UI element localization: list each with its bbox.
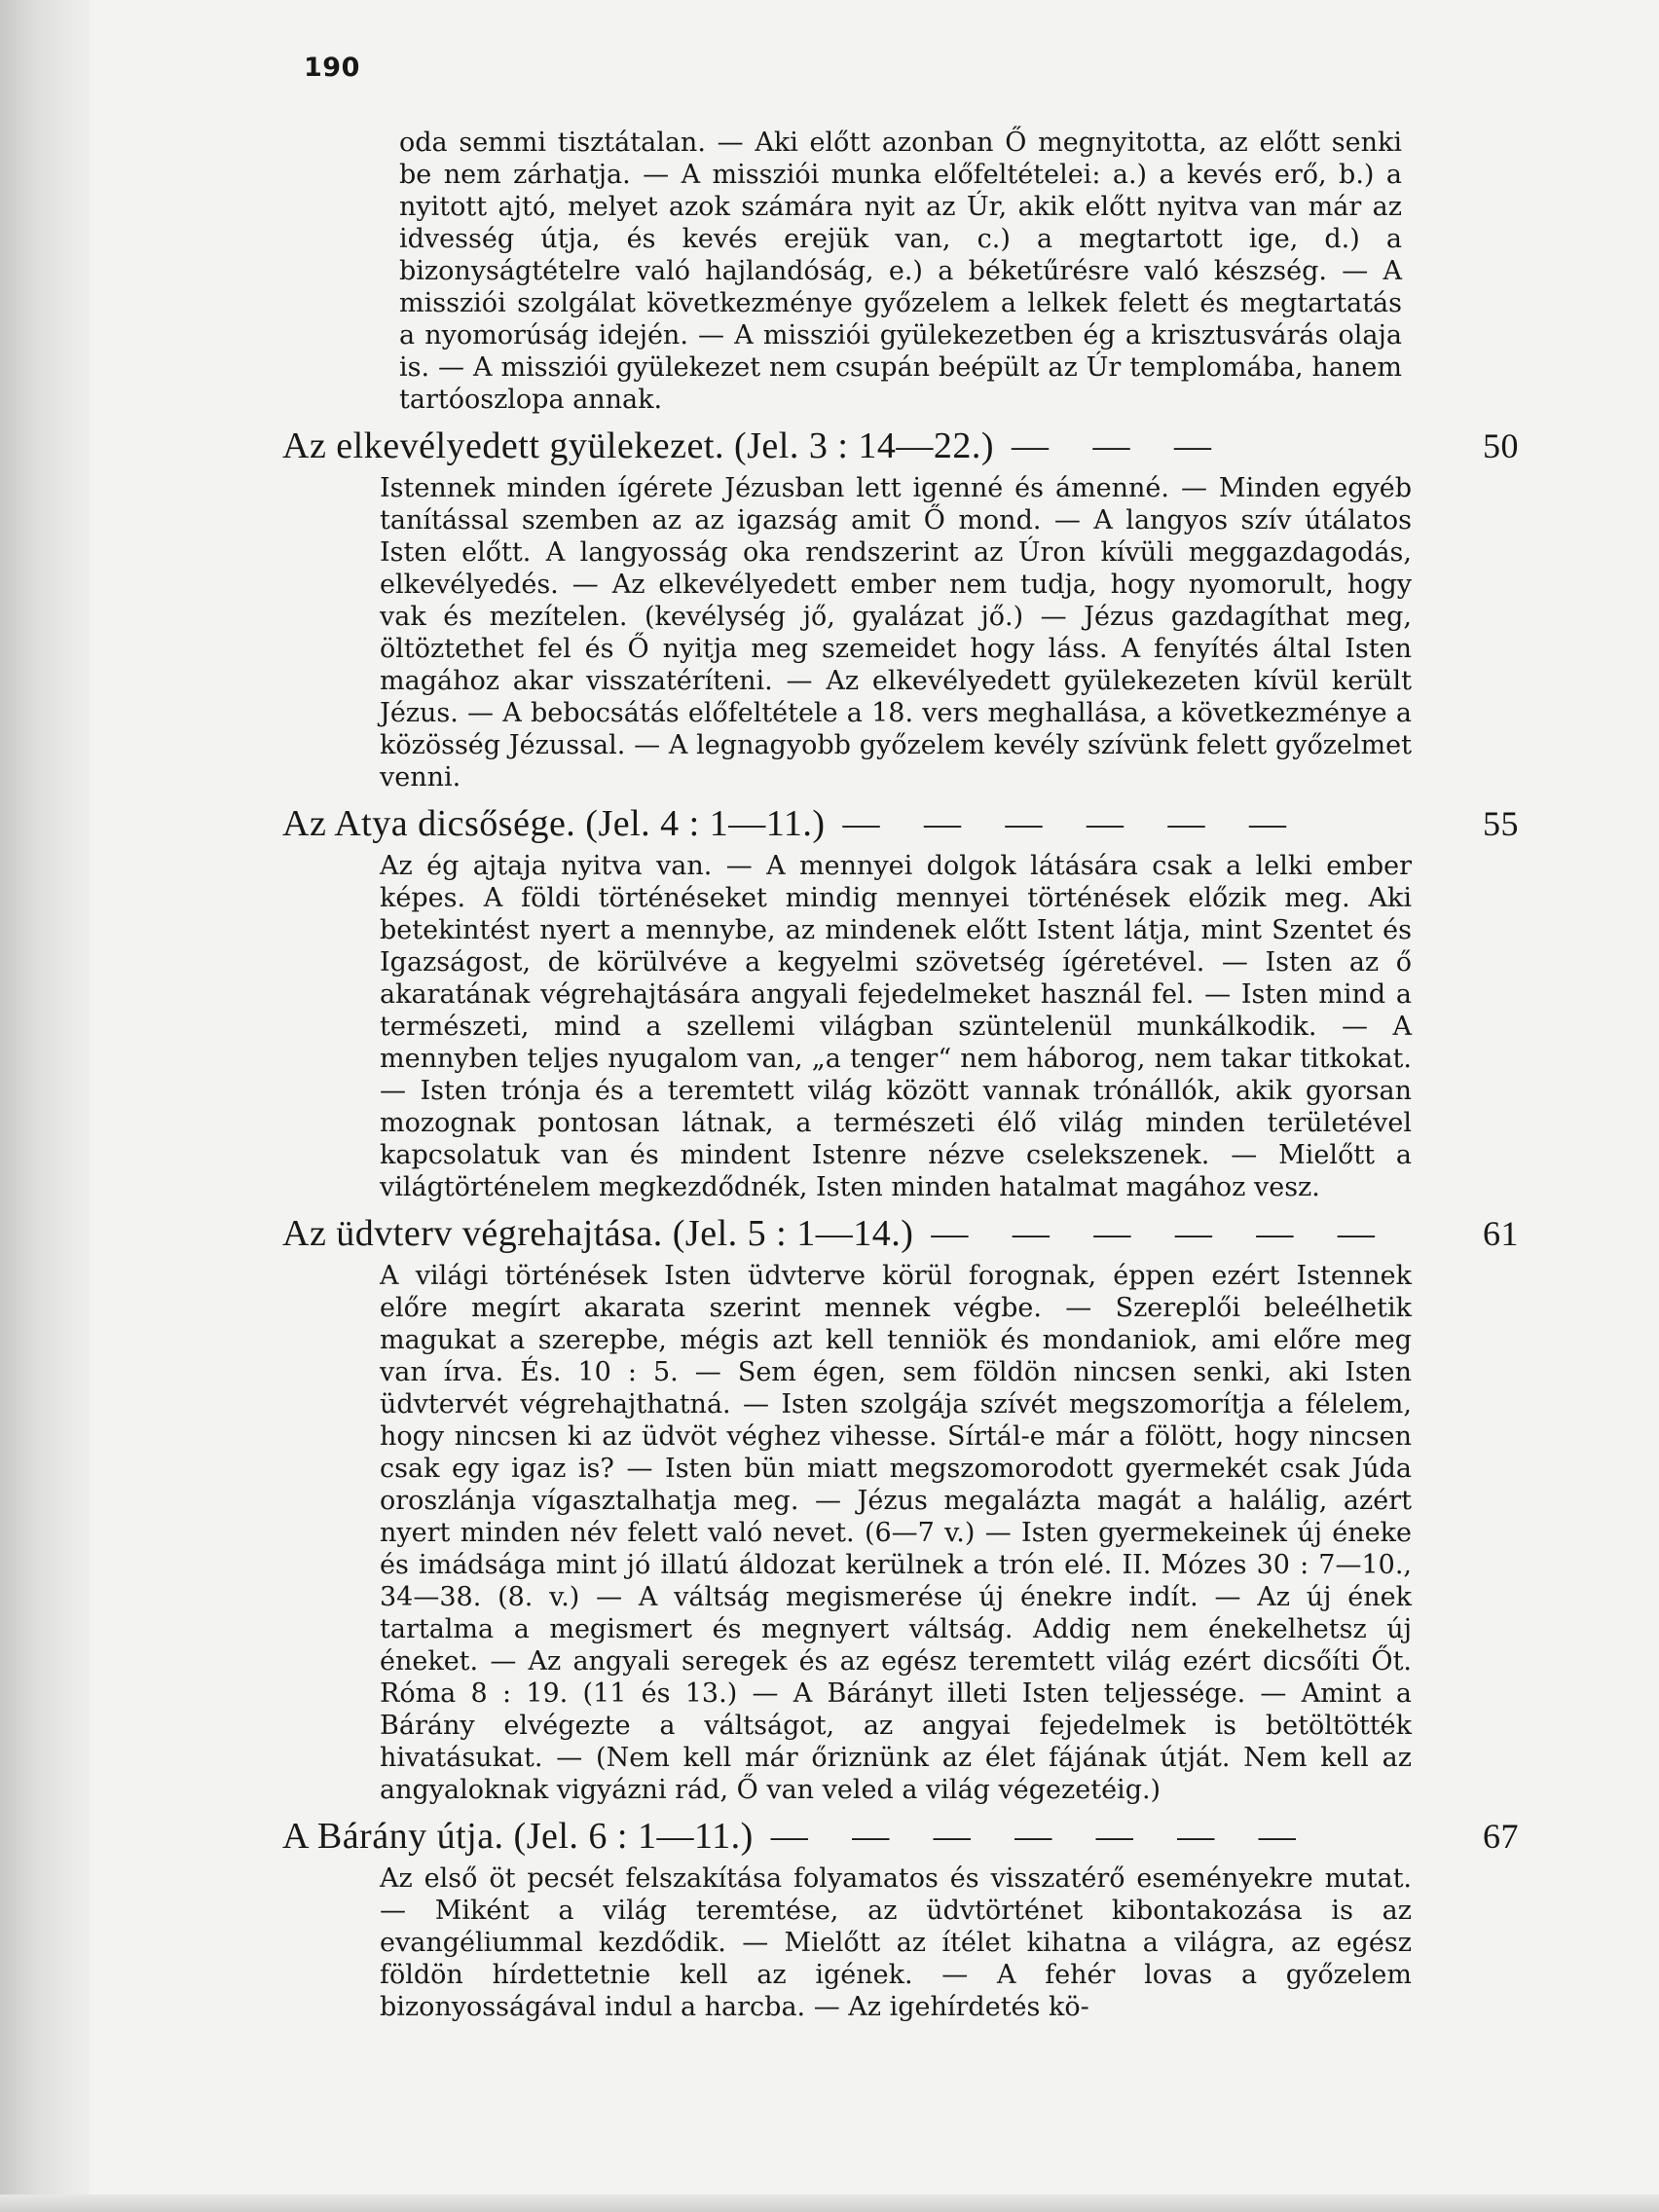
contents-entry xyxy=(282,425,1519,793)
contents-entry xyxy=(282,1816,1519,2023)
entry-leader-dashes: — — — xyxy=(1012,425,1230,466)
entry-leader-dashes: — — — — — — — xyxy=(770,1816,1313,1857)
entry-title: A Bárány útja. (Jel. 6 : 1—11.) xyxy=(282,1816,754,1857)
page-bottom-edge xyxy=(0,2194,1659,2212)
entry-page-number: 50 xyxy=(1483,426,1519,465)
entry-title: Az elkevélyedett gyülekezet. (Jel. 3 : 14—22.) xyxy=(282,425,995,466)
entry-heading xyxy=(282,803,1519,844)
entry-page-number: 67 xyxy=(1483,1817,1519,1856)
entry-heading xyxy=(282,425,1519,466)
entry-title: Az Atya dicsősége. (Jel. 4 : 1—11.) xyxy=(282,803,826,844)
contents-entry xyxy=(282,1213,1519,1806)
intro-paragraph: oda semmi tisztátalan. — Aki előtt azonban Ő megnyitotta, az előtt senki be nem zárhatja. — A missziói munka előfeltételei: a.) a kevés erő, b.) a nyitott ajtó, melyet azok számára nyit az Úr, akik előtt nyitva van már az idvesség útja, és kevés erejük van, c.) a megtartott ige, d.) a bizonyságtételre való hajlandóság, e.) a béketűrésre való készség. — A missziói szolgálat következménye győzelem a lelkek felett és megtartatás a nyomorúság idején. — A missziói gyülekezetben ég a krisztusvárás olaja is. — A missziói gyülekezet nem csupán beépült az Úr templomába, hanem tartóoszlopa annak. xyxy=(399,128,1402,415)
entry-heading xyxy=(282,1816,1519,1857)
binding-gutter-shadow xyxy=(0,0,90,2212)
entry-page-number: 55 xyxy=(1483,804,1519,843)
entry-page-number: 61 xyxy=(1483,1214,1519,1253)
contents-entry xyxy=(282,803,1519,1203)
page-content xyxy=(282,127,1519,2023)
entry-summary: Istennek minden ígérete Jézusban lett igenné és ámenné. — Minden egyéb tanítással szemben az az igazság amit Ő mond. — A langyos szív útálatos Isten előtt. A langyosság oka rendszerint az Úron kívüli meggazdagodás, elkevélyedés. — Az elkevélyedett ember nem tudja, hogy nyomorult, hogy vak és mezítelen. (kevélység jő, gyalázat jő.) — Jézus gazdagíthat meg, öltöztethet fel és Ő nyitja meg szemeidet hogy láss. A fenyítés által Isten magához akar visszatéríteni. — Az elkevélyedett gyülekezeten kívül került Jézus. — A bebocsátás előfeltétele a 18. vers meghallása, a következménye a közösség Jézussal. — A legnagyobb győzelem kevély szívünk felett győzelmet venni. xyxy=(380,473,1412,793)
entry-title: Az üdvterv végrehajtása. (Jel. 5 : 1—14.) xyxy=(282,1213,914,1254)
page-number: 190 xyxy=(304,53,360,83)
entry-summary: Az első öt pecsét felszakítása folyamatos és visszatérő eseményekre mutat. — Miként a világ teremtése, az üdvtörténet kibontakozása is az evangéliummal kezdődik. — Mielőtt az ítélet kihatna a világra, az egész földön hírdettetnie kell az igének. — A fehér lovas a győzelem bizonyosságával indul a harcba. — Az igehírdetés kö- xyxy=(380,1863,1412,2022)
entry-leader-dashes: — — — — — — xyxy=(842,803,1304,844)
entry-heading xyxy=(282,1213,1519,1254)
entry-summary: A világi történések Isten üdvterve körül forognak, éppen ezért Istennek előre megírt akarata szerint mennek végbe. — Szereplői beleélhetik magukat a szerepbe, mégis azt kell tenniök és mondaniok, ami előre meg van írva. És. 10 : 5. — Sem égen, sem földön nincsen senki, aki Isten üdvtervét végrehajthatná. — Isten szolgája szívét megszomorítja a félelem, hogy nincsen ki az üdvöt véghez vihesse. Sírtál-e már a fölött, hogy nincsen csak egy igaz is? — Isten bün miatt megszomorodott gyermekét csak Júda oroszlánja vígasztalhatja meg. — Jézus megalázta magát a halálig, azért nyert minden név felett való nevet. (6—7 v.) — Isten gyermekeinek új éneke és imádsága mint jó illatú áldozat kerülnek a trón elé. II. Mózes 30 : 7—10., 34—38. (8. v.) — A váltság megismerése új énekre indít. — Az új ének tartalma a megismert és megnyert váltság. Addig nem énekelhetsz új éneket. — Az angyali seregek és az egész teremtett világ ezért dicsőíti Őt. Róma 8 : 19. (11 és 13.) — A Bárányt illeti Isten teljessége. — Amint a Bárány elvégezte a váltságot, az angyai fejedelmek is betöltötték hivatásukat. — (Nem kell már őriznünk az élet fájának útját. Nem kell az angyaloknak vigyázni rád, Ő van veled a világ végezetéig.) xyxy=(380,1261,1412,1805)
entry-leader-dashes: — — — — — — xyxy=(931,1213,1392,1254)
entry-summary: Az ég ajtaja nyitva van. — A mennyei dolgok látására csak a lelki ember képes. A földi történéseket mindig mennyei történések előzik meg. Aki betekintést nyert a mennybe, az mindenek előtt Istent látja, mint Szentet és Igazságost, de körülvéve a kegyelmi szövetség ígéretével. — Isten az ő akaratának végrehajtására angyali fejedelmeket használ fel. — Isten mind a természeti, mind a szellemi világban szüntelenül munkálkodik. — A mennyben teljes nyugalom van, „a tenger“ nem háborog, nem takar titkokat. — Isten trónja és a teremtett világ között vannak trónállók, akik gyorsan mozognak pontosan látnak, a természeti élő világ minden területével kapcsolatuk van és mindent Istenre nézve cselekszenek. — Mielőtt a világtörténelem megkezdődnék, Isten minden hatalmat magához vesz. xyxy=(380,851,1412,1202)
